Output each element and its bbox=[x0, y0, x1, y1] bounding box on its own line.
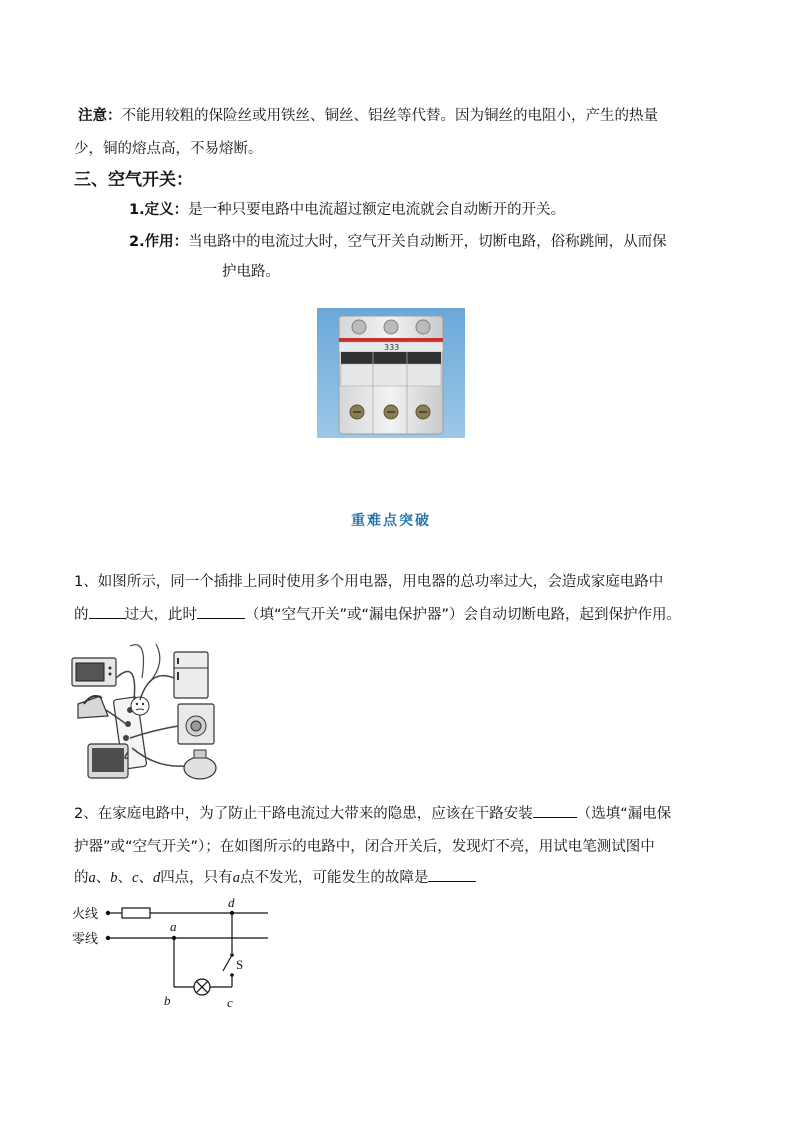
q2-point-c: c bbox=[132, 870, 139, 886]
svg-text:b: b bbox=[164, 993, 171, 1008]
q1-blank-1[interactable] bbox=[89, 604, 125, 619]
switch-label bbox=[236, 957, 243, 972]
neutral-wire-label bbox=[72, 931, 98, 947]
q2-text-1a: 2、在家庭电路中，为了防止干路电流过大带来的隐患，应该在干路安装 bbox=[74, 806, 533, 822]
q1-text-a: 的 bbox=[74, 607, 89, 623]
function-text-1: 当电路中的电流过大时，空气开关自动断开，切断电路，俗称跳闸，从而保 bbox=[188, 234, 667, 250]
circuit-breaker-photo bbox=[317, 308, 465, 438]
q1-line-2 bbox=[74, 603, 681, 624]
q1-text-c: （填“空气开关”或“漏电保护器”）会自动切断电路，起到保护作用。 bbox=[245, 607, 682, 623]
svg-text:c: c bbox=[227, 995, 233, 1010]
q2-text-3c: 点不发光，可能发生的故障是 bbox=[239, 870, 429, 886]
q2-line-3 bbox=[74, 866, 476, 887]
definition-text: 是一种只要电路中电流超过额定电流就会自动断开的开关。 bbox=[188, 202, 566, 218]
svg-text:火线: 火线 bbox=[72, 907, 99, 922]
svg-text:零线: 零线 bbox=[72, 932, 99, 947]
definition-label: 1.定义： bbox=[129, 202, 189, 218]
node-c-label bbox=[227, 995, 233, 1010]
section-title: 三、空气开关： bbox=[74, 170, 193, 190]
note-line-2: 少，铜的熔点高，不易熔断。 bbox=[74, 141, 263, 157]
q2-point-d: d bbox=[152, 870, 161, 886]
note-line-1 bbox=[78, 104, 658, 125]
q2-point-b: b bbox=[110, 870, 118, 886]
svg-text:d: d bbox=[228, 895, 235, 910]
q1-text-b: 过大，此时 bbox=[124, 607, 197, 623]
q2-point-a: a bbox=[88, 870, 96, 886]
power-strip-illustration bbox=[70, 638, 230, 786]
circuit-diagram bbox=[70, 895, 275, 1013]
svg-text:S: S bbox=[236, 957, 244, 972]
definition-line bbox=[129, 198, 565, 219]
q2-sep-3: 、 bbox=[138, 870, 153, 886]
live-wire-label bbox=[72, 906, 98, 922]
q2-line-2: 护器”或“空气开关”）；在如图所示的电路中，闭合开关后，发现灯不亮，用试电笔测试图中 bbox=[74, 839, 655, 855]
q2-text-3b: 四点，只有 bbox=[160, 870, 233, 886]
node-d-label bbox=[228, 895, 235, 910]
node-a-label bbox=[170, 919, 177, 934]
q2-text-3a: 的 bbox=[74, 870, 89, 886]
function-line-2: 护电路。 bbox=[222, 264, 280, 280]
q2-line-1 bbox=[74, 802, 671, 823]
node-b-label bbox=[164, 993, 171, 1008]
fuse-symbol bbox=[122, 908, 150, 918]
svg-text:a: a bbox=[170, 919, 177, 934]
function-label: 2.作用： bbox=[129, 234, 189, 250]
q2-point-a-2: a bbox=[232, 870, 240, 886]
q2-blank-1[interactable] bbox=[533, 803, 577, 818]
key-points-heading: 重难点突破 bbox=[351, 513, 431, 529]
function-line-1 bbox=[129, 230, 667, 251]
note-label: 注意： bbox=[78, 108, 122, 124]
note-text-1: 不能用较粗的保险丝或用铁丝、铜丝、铝丝等代替。因为铜丝的电阻小，产生的热量 bbox=[121, 108, 658, 124]
q1-line-1: 1、如图所示，同一个插排上同时使用多个用电器，用电器的总功率过大，会造成家庭电路中 bbox=[74, 574, 664, 590]
q1-blank-2[interactable] bbox=[197, 604, 245, 619]
q2-sep-1: 、 bbox=[95, 870, 111, 886]
q2-text-1b: （选填“漏电保 bbox=[576, 806, 672, 822]
q2-sep-2: 、 bbox=[117, 870, 132, 886]
breaker-label-text: 333 bbox=[384, 343, 400, 352]
q2-blank-2[interactable] bbox=[428, 867, 476, 882]
